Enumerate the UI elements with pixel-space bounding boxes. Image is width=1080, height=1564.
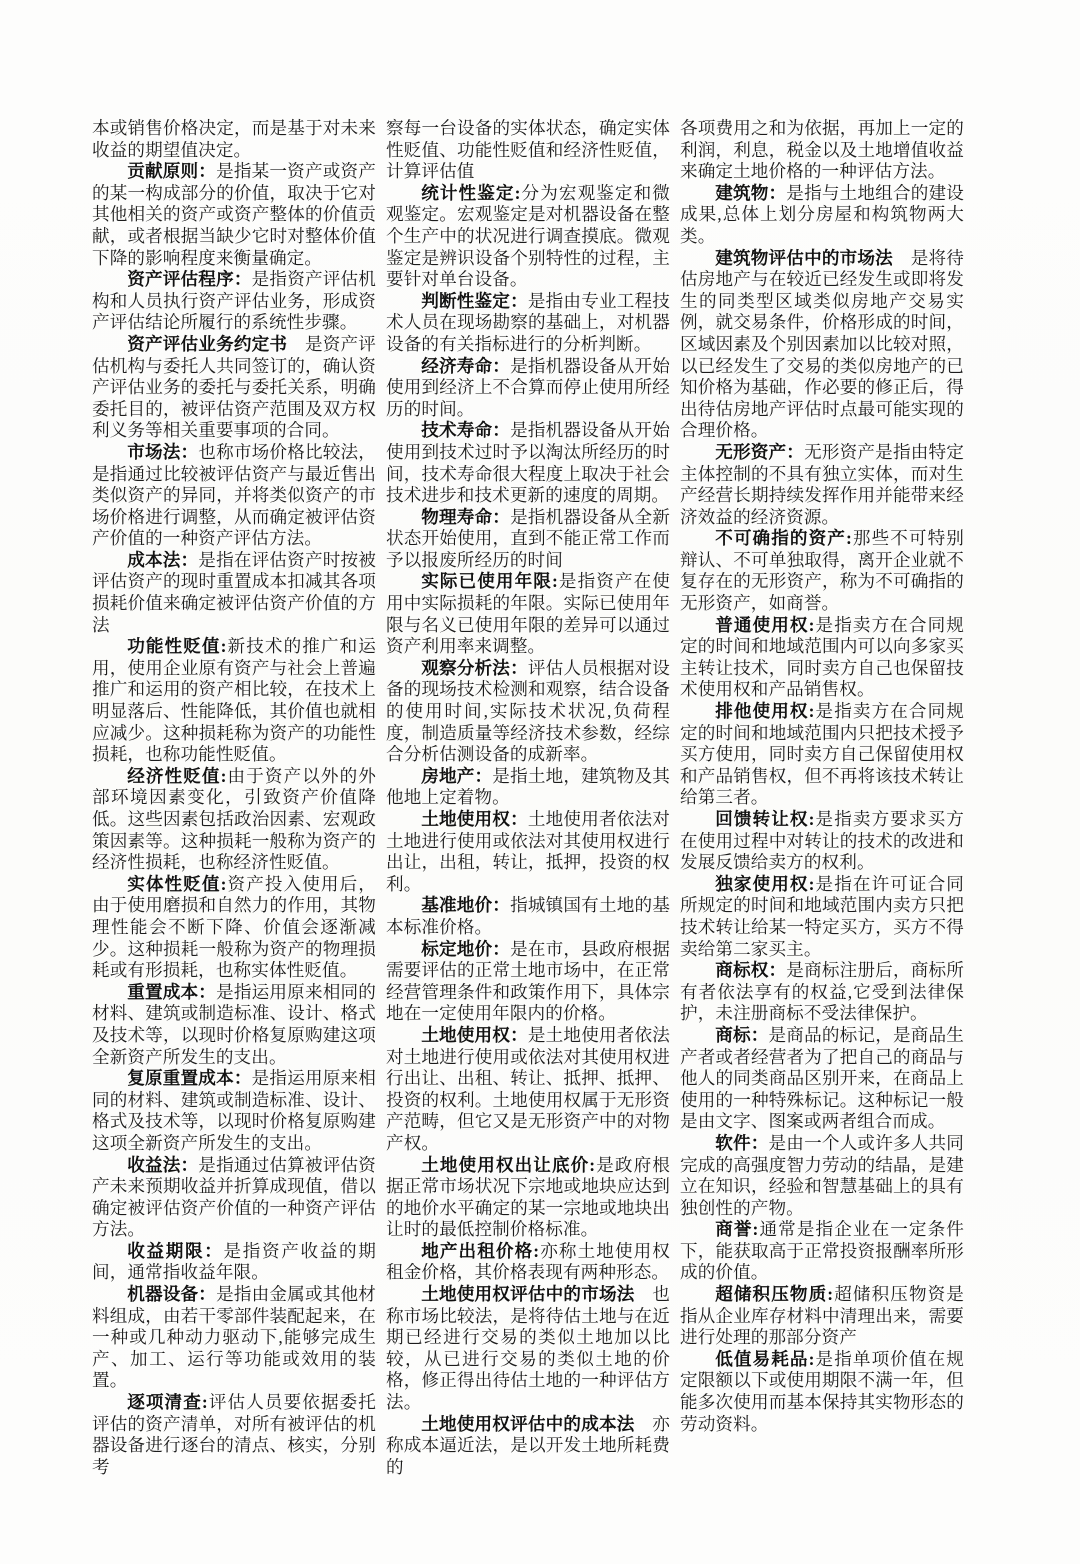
definition-text: 是指资产评估机构和人员执行资产评估业务，形成资产评估结论所履行的系统性步骤。 <box>92 269 377 333</box>
term-label: 超储积压物质: <box>715 1284 834 1305</box>
definition-text: 无形资产是指由特定主体控制的不具有独立实体，而对生产经营长期持续发挥作用并能带来经济效益的经济资源。 <box>680 441 964 527</box>
glossary-entry <box>92 1392 376 1478</box>
continuation-paragraph <box>386 118 670 183</box>
glossary-entry <box>680 183 964 248</box>
glossary-entry <box>92 1155 376 1241</box>
definition-text: 是指机器设备从开始使用到技术过时予以淘汰所经历的时间，技术寿命很大程度上取决于社会技术进步和技术更新的速度的周期。 <box>386 420 670 506</box>
definition-text: 是指资产在使用中实际损耗的年限。实际已使用年限与名义已使用年限的差异可以通过资产利用率来调整。 <box>386 571 670 657</box>
term-label: 经济性贬值: <box>127 765 227 786</box>
definition-text: 是资产评估机构与委托人共同签订的，确认资产评估业务的委托与委托关系，明确委托目的，被评估资产范围及双方权利义务等相关重要事项的合同。 <box>92 333 376 441</box>
term-label: 逐项清查: <box>127 1392 208 1413</box>
definition-text: 是由一个人或许多人共同完成的高强度智力劳动的结晶，是建立在知识，经验和智慧基础上的具有独创性的产物。 <box>680 1132 964 1218</box>
definition-text: 土地使用者依法对土地进行使用或依法对其使用权进行出让，出租，转让，抵押，投资的权利。 <box>386 809 670 894</box>
definition-text: 察每一台设备的实体状态，确定实体性贬值、功能性贬值和经济性贬值，计算评估值 <box>386 118 670 182</box>
definition-text: 是指运用原来相同的材料、建筑或制造标准、设计、格式及技术等，以现时价格复原购建这项全新资产所发生的支出。 <box>92 981 376 1067</box>
definition-text: 超储积压物资是指从企业库存材料中清理出来，需要进行处理的那部分资产 <box>680 1284 964 1348</box>
column-1 <box>92 118 376 1478</box>
glossary-entry <box>680 701 964 809</box>
term-label: 实际已使用年限: <box>421 571 558 592</box>
glossary-entry <box>386 420 670 506</box>
term-label: 地产出租价格: <box>421 1240 540 1261</box>
definition-text: 是将待估房地产与在较近已经发生或即将发生的同类型区域类似房地产交易实例，就交易条件，价格形成的时间，区域因素及个别因素加以比较对照，以已经发生了交易的类似房地产的已知价格为基础，作必要的修正后，得出待估房地产评估时点最可能实现的合理价格。 <box>680 247 964 441</box>
term-label: 物理寿命： <box>421 506 511 527</box>
term-label: 资产评估程序： <box>127 269 252 290</box>
term-label: 房地产： <box>421 765 493 786</box>
term-label: 不可确指的资产: <box>715 528 852 549</box>
glossary-entry <box>680 1284 964 1349</box>
glossary-entry <box>386 895 670 938</box>
definition-text: 是指土地，建筑物及其他地上定着物。 <box>386 765 670 808</box>
term-label: 土地使用权评估中的市场法 <box>421 1284 635 1305</box>
term-label: 排他使用权: <box>715 701 815 722</box>
term-label: 机器设备： <box>127 1284 217 1305</box>
definition-text: 是指在许可证合同所规定的时间和地域范围内卖方只把技术转让给某一特定买方，买方不得卖给第二家买主。 <box>680 873 964 959</box>
term-label: 回馈转让权: <box>715 809 815 829</box>
definition-text: 评估人员根据对设备的现场技术检测和观察，结合设备的使用时间,实际技术状况,负荷程度，制造质量等经济技术参数，经综合分析估测设备的成新率。 <box>386 657 670 765</box>
term-label: 低值易耗品: <box>715 1348 815 1369</box>
term-label: 商誉: <box>715 1219 759 1240</box>
glossary-entry <box>92 874 376 982</box>
glossary-entry <box>680 528 964 614</box>
definition-text: 新技术的推广和运用，使用企业原有资产与社会上普遍推广和运用的资产相比较，在技术上明显落后、性能降低，其价值也就相应减少。这种损耗称为资产的功能性损耗，也称功能性贬值。 <box>92 636 376 765</box>
definition-text: 是指由金属或其他材料组成，由若干零部件装配起来，在一种或几种动力驱动下,能够完成生产、加工、运行等功能或效用的装置。 <box>92 1284 376 1391</box>
definition-text: 也称市场价格比较法，是指通过比较被评估资产与最近售出类似资产的异同，并将类似资产的市场价格进行调整，从而确定被评估资产价值的一种资产评估方法。 <box>92 441 376 549</box>
definition-text: 是商标注册后，商标所有者依法享有的权益,它受到法律保护，未注册商标不受法律保护。 <box>680 960 964 1024</box>
term-label: 市场法： <box>127 441 199 462</box>
definition-text: 是政府根据正常市场状况下宗地或地块应达到的地价水平确定的某一宗地或地块出让时的最低控制价格标准。 <box>386 1154 670 1240</box>
glossary-entry <box>680 960 964 1025</box>
text-columns <box>92 118 964 1478</box>
glossary-entry <box>386 183 670 291</box>
definition-text: 那些不可特别辩认、不可单独取得，离开企业就不复存在的无形资产，称为不可确指的无形资产，如商誉。 <box>680 528 964 614</box>
term-label: 经济寿命： <box>421 355 511 376</box>
term-label: 资产评估业务约定书 <box>127 333 288 354</box>
definition-text: 也称市场比较法，是将待估土地与在近期已经进行交易的类似土地加以比较，从已进行交易的类似土地的价格，修正得出待估土地的一种评估方法。 <box>386 1284 671 1413</box>
definition-text: 由于资产以外的外部环境因素变化，引致资产价值降低。这些因素包括政治因素、宏观政策因素等。这种损耗一般称为资产的经济性损耗，也称经济性贬值。 <box>92 765 376 873</box>
continuation-paragraph <box>92 118 376 161</box>
glossary-entry <box>386 356 670 421</box>
term-label: 重置成本： <box>127 981 217 1002</box>
glossary-entry <box>92 766 376 874</box>
definition-text: 是指运用原来相同的材料、建筑或制造标准、设计、格式及技术等，以现时价格复原购建这项全新资产所发生的支出。 <box>92 1068 377 1153</box>
definition-text: 是指卖方在合同规定的时间和地域范围内只把技术授予买方使用，同时卖方自己保留使用权和产品销售权，但不再将该技术转让给第三者。 <box>680 701 964 808</box>
term-label: 土地使用权： <box>421 809 528 829</box>
glossary-entry <box>92 636 376 766</box>
column-3 <box>680 118 964 1478</box>
definition-text: 是指资产收益的期间，通常指收益年限。 <box>92 1240 376 1283</box>
glossary-entry <box>386 291 670 356</box>
term-label: 独家使用权: <box>715 873 815 894</box>
glossary-entry <box>386 658 670 766</box>
glossary-entry <box>680 248 964 442</box>
term-label: 商标： <box>715 1024 769 1045</box>
continuation-paragraph <box>680 118 964 183</box>
term-label: 观察分析法： <box>421 657 528 678</box>
term-label: 贡献原则： <box>127 161 217 182</box>
glossary-entry <box>92 982 376 1068</box>
definition-text: 资产投入使用后，由于使用磨损和自然力的作用，其物理性能会不断下降、价值会逐渐减少。这种损耗一般称为资产的物理损耗或有形损耗，也称实体性贬值。 <box>92 873 376 981</box>
term-label: 土地使用权评估中的成本法 <box>421 1413 635 1434</box>
definition-text: 是指机器设备从开始使用到经济上不合算而停止使用所经历的时间。 <box>386 355 670 419</box>
glossary-entry <box>92 550 376 636</box>
term-label: 普通使用权: <box>715 614 815 635</box>
glossary-entry <box>680 1349 964 1435</box>
term-label: 成本法： <box>127 549 199 570</box>
glossary-entry <box>386 1241 670 1284</box>
term-label: 基准地价： <box>421 895 511 916</box>
term-label: 建筑物评估中的市场法 <box>715 247 893 268</box>
glossary-entry <box>92 442 376 550</box>
term-label: 软件： <box>715 1132 769 1153</box>
term-label: 商标权： <box>715 960 787 981</box>
definition-text: 是土地使用者依法对土地进行使用或依法对其使用权进行出让、出租、转让、抵押、抵押、投资的权利。土地使用权属于无形资产范畴，但它又是无形资产中的对物产权。 <box>386 1024 670 1153</box>
glossary-entry <box>680 809 964 874</box>
definition-text: 通常是指企业在一定条件下，能获取高于正常投资报酬率所形成的价值。 <box>680 1219 964 1283</box>
term-label: 技术寿命： <box>421 420 511 441</box>
definition-text: 亦称成本逼近法，是以开发土地所耗费的 <box>386 1413 671 1477</box>
term-label: 判断性鉴定： <box>421 290 528 311</box>
term-label: 统计性鉴定: <box>421 182 521 203</box>
definition-text: 是指卖方在合同规定的时间和地域范围内可以向多家买主转让技术，同时卖方自己也保留技术使用权和产品销售权。 <box>680 614 964 700</box>
term-label: 收益法： <box>127 1154 199 1175</box>
glossary-entry <box>680 615 964 701</box>
definition-text: 本或销售价格决定，而是基于对未来收益的期望值决定。 <box>92 118 376 160</box>
glossary-entry <box>92 1284 376 1392</box>
glossary-entry <box>386 939 670 1025</box>
term-label: 功能性贬值: <box>127 636 227 657</box>
glossary-entry <box>680 1219 964 1284</box>
glossary-entry <box>92 161 376 269</box>
glossary-entry <box>386 571 670 657</box>
definition-text: 亦称土地使用权租金价格，其价格表现有两种形态。 <box>386 1240 670 1283</box>
definition-text: 评估人员要依据委托评估的资产清单，对所有被评估的机器设备进行逐台的清点、核实，分别考 <box>92 1392 377 1477</box>
glossary-entry <box>92 269 376 334</box>
glossary-entry <box>680 1025 964 1133</box>
definition-text: 是指机器设备从全新状态开始使用，直到不能正常工作而予以报废所经历的时间 <box>386 506 670 570</box>
definition-text: 是指单项价值在规定限额以下或使用期限不满一年，但能多次使用而基本保持其实物形态的劳动资料。 <box>680 1348 964 1434</box>
glossary-entry <box>92 334 376 442</box>
term-label: 无形资产： <box>715 441 805 462</box>
definition-text: 是指与土地组合的建设成果,总体上划分房屋和构筑物两大类。 <box>680 182 964 246</box>
definition-text: 是指由专业工程技术人员在现场勘察的基础上，对机器设备的有关指标进行的分析判断。 <box>386 290 670 354</box>
definition-text: 是指卖方要求买方在使用过程中对转让的技术的改进和发展反馈给卖方的权利。 <box>680 809 964 873</box>
definition-text: 指城镇国有土地的基本标准价格。 <box>386 895 670 937</box>
definition-text: 是在市，县政府根据需要评估的正常土地市场中，在正常经营管理条件和政策作用下，具体宗地在一定使用年限内的价格。 <box>386 938 670 1024</box>
term-label: 实体性贬值: <box>127 873 227 894</box>
definition-text: 是指在评估资产时按被评估资产的现时重置成本扣减其各项损耗价值来确定被评估资产价值的方法 <box>92 549 376 635</box>
glossary-entry <box>386 1155 670 1241</box>
column-2 <box>386 118 670 1478</box>
glossary-entry <box>680 1133 964 1219</box>
definition-text: 各项费用之和为依据，再加上一定的利润，利息，税金以及土地增值收益来确定土地价格的一种评估方法。 <box>680 118 964 182</box>
term-label: 建筑物： <box>715 182 787 203</box>
glossary-entry <box>386 1284 670 1414</box>
glossary-entry <box>92 1068 376 1154</box>
glossary-entry <box>680 442 964 528</box>
term-label: 土地使用权出让底价: <box>421 1154 596 1175</box>
glossary-entry <box>386 766 670 809</box>
term-label: 收益期限： <box>127 1240 224 1261</box>
term-label: 土地使用权： <box>421 1024 528 1045</box>
glossary-entry <box>680 874 964 960</box>
glossary-entry <box>386 507 670 572</box>
glossary-entry <box>386 809 670 895</box>
definition-text: 分为宏观鉴定和微观鉴定。宏观鉴定是对机器设备在整个生产中的状况进行调查摸底。微观鉴定是辨识设备个别特性的过程，主要针对单台设备。 <box>386 182 670 290</box>
term-label: 标定地价： <box>421 938 511 959</box>
glossary-entry <box>386 1414 670 1479</box>
term-label: 复原重置成本： <box>127 1068 252 1089</box>
definition-text: 是指某一资产或资产的某一构成部分的价值，取决于它对其他相关的资产或资产整体的价值贡献，或者根据当缺少它时对整体价值下降的影响程度来衡量确定。 <box>92 161 376 268</box>
glossary-entry <box>92 1241 376 1284</box>
definition-text: 是商品的标记，是商品生产者或者经营者为了把自己的商品与他人的同类商品区别开来，在商品上使用的一种特殊标记。这种标记一般是由文字、图案或两者组合而成。 <box>680 1024 964 1132</box>
definition-text: 是指通过估算被评估资产未来预期收益并折算成现值，借以确定被评估资产价值的一种资产评估方法。 <box>92 1154 376 1240</box>
glossary-entry <box>386 1025 670 1155</box>
